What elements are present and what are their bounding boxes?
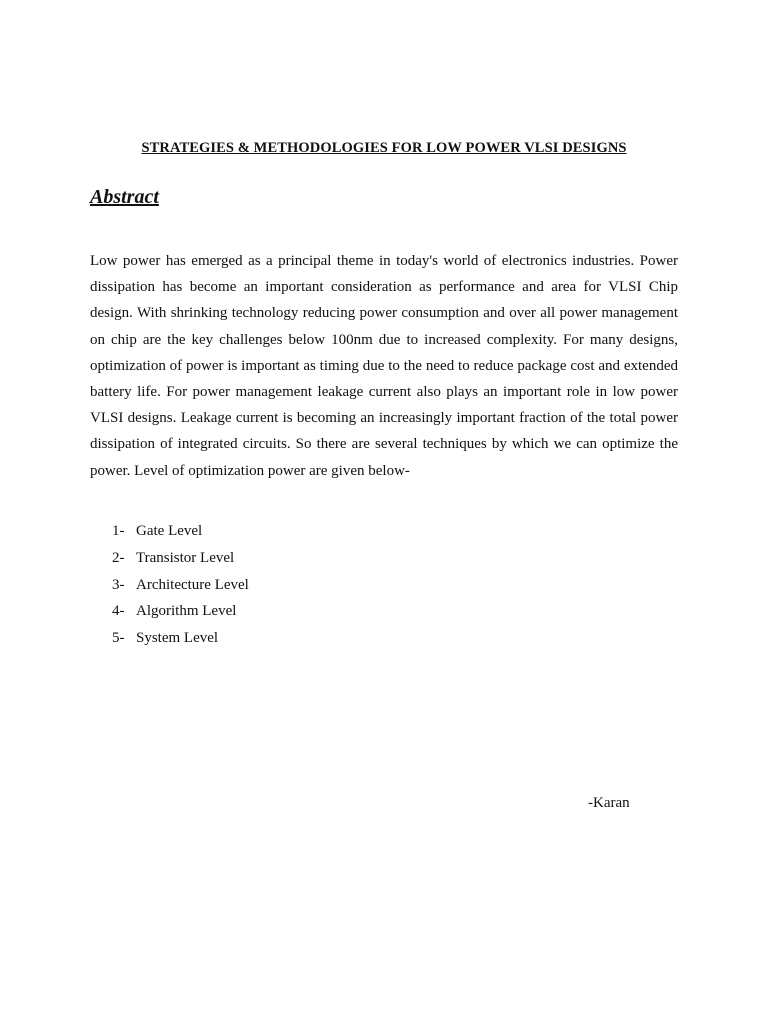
list-item-number: 4- (112, 603, 125, 620)
list-item-number: 5- (112, 630, 125, 647)
list-item-label: Architecture Level (136, 576, 249, 593)
list-item-label: Gate Level (136, 523, 203, 539)
list-item (112, 598, 249, 625)
author-signature: -Karan (588, 795, 630, 811)
list-item (112, 625, 249, 652)
list-item (112, 518, 249, 545)
list-item-number: 3- (112, 576, 125, 593)
abstract-heading: Abstract (90, 186, 159, 208)
list-item-label: Algorithm Level (136, 603, 237, 620)
list-item-label: System Level (136, 630, 219, 647)
list-item (112, 545, 249, 572)
list-item-number: 1- (112, 523, 125, 539)
optimization-levels-list (112, 518, 249, 652)
list-item-number: 2- (112, 549, 125, 566)
document-title: STRATEGIES & METHODOLOGIES FOR LOW POWER VLSI DESIGNS (141, 140, 627, 156)
list-item (112, 572, 249, 599)
abstract-paragraph: Low power has emerged as a principal theme in today's world of electronics industries. Power dissipation has become an important consideration as performance and area for VLSI Chip design. With shrinking technology reducing power consumption and over all power management on chip are the key challenges below 100nm due to increased complexity. For many designs, optimization of power is important as timing due to the need to reduce package cost and extended battery life. For power management leakage current also plays an important role in low power VLSI designs. Leakage current is becoming an increasingly important fraction of the total power dissipation of integrated circuits. So there are several techniques by which we can optimize the power. Level of optimization power are given below- (90, 253, 678, 479)
list-item-label: Transistor Level (136, 549, 235, 566)
